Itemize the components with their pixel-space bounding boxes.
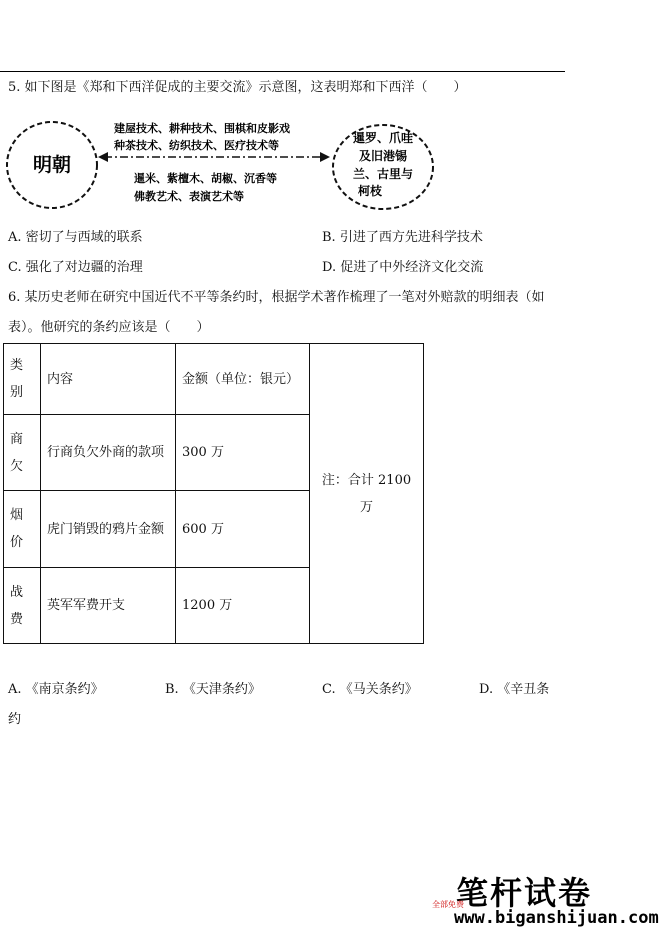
q6-stem-line-1: 6. 某历史老师在研究中国近代不平等条约时，根据学术著作梳理了一笔对外赔款的明细表（如 [8, 290, 545, 305]
indemnity-table [3, 343, 424, 644]
q5-option-c[interactable]: C. 强化了对边疆的治理 [8, 260, 143, 275]
import-line-1: 暹米、紫檀木、胡椒、沉香等 [134, 172, 277, 185]
import-line-2: 佛教艺术、表演艺术等 [134, 190, 244, 203]
q5-stem: 5. 如下图是《郑和下西洋促成的主要交流》示意图，这表明郑和下西洋（ ） [8, 80, 467, 95]
row-category: 战费 [4, 568, 41, 644]
row-amount: 1200 万 [176, 568, 310, 644]
row-content: 行商负欠外商的款项 [41, 415, 176, 491]
watermark-title: 笔杆试卷 [456, 874, 593, 912]
q5-exchange-diagram [0, 112, 450, 216]
row-content: 虎门销毁的鸦片金额 [41, 491, 176, 568]
header-category: 类别 [4, 344, 41, 415]
q5-option-a[interactable]: A. 密切了与西域的联系 [8, 230, 143, 245]
row-category: 烟价 [4, 491, 41, 568]
watermark-url: www.biganshijuan.com [454, 908, 659, 928]
arrow-left-head [98, 152, 108, 162]
watermark-badge: 全部免费 [432, 900, 464, 909]
q6-option-d-continued: 约 [8, 712, 22, 727]
export-line-1: 建屋技术、耕种技术、围棋和皮影戏 [114, 122, 290, 135]
row-category: 商欠 [4, 415, 41, 491]
row-content: 英军军费开支 [41, 568, 176, 644]
arrow-right-head [320, 152, 330, 162]
right-node-line-3: 兰、古里与 [352, 167, 414, 181]
row-amount: 300 万 [176, 415, 310, 491]
q5-option-b[interactable]: B. 引进了西方先进科学技术 [322, 230, 483, 245]
q6-option-c[interactable]: C. 《马关条约》 [322, 682, 418, 697]
q6-stem-line-2: 表）。他研究的条约应该是（ ） [8, 320, 210, 335]
q6-option-a[interactable]: A. 《南京条约》 [8, 682, 104, 697]
header-rule [0, 71, 565, 72]
right-node-line-1: 暹罗、爪哇 [352, 131, 414, 145]
watermark-logo [432, 868, 659, 938]
header-amount: 金额（单位：银元） [176, 344, 310, 415]
ming-node-label: 明朝 [32, 154, 72, 176]
q6-option-b[interactable]: B. 《天津条约》 [165, 682, 261, 697]
row-amount: 600 万 [176, 491, 310, 568]
q6-option-d[interactable]: D. 《辛丑条 [479, 682, 550, 697]
right-node-line-2: 及旧港锡 [358, 149, 408, 163]
table-note: 注：合计 2100 万 [310, 344, 424, 644]
table-header-row [4, 344, 424, 415]
export-line-2: 种茶技术、纺织技术、医疗技术等 [114, 139, 279, 152]
right-node-line-4: 柯枝 [357, 184, 383, 198]
q5-option-d[interactable]: D. 促进了中外经济文化交流 [322, 260, 484, 275]
header-content: 内容 [41, 344, 176, 415]
